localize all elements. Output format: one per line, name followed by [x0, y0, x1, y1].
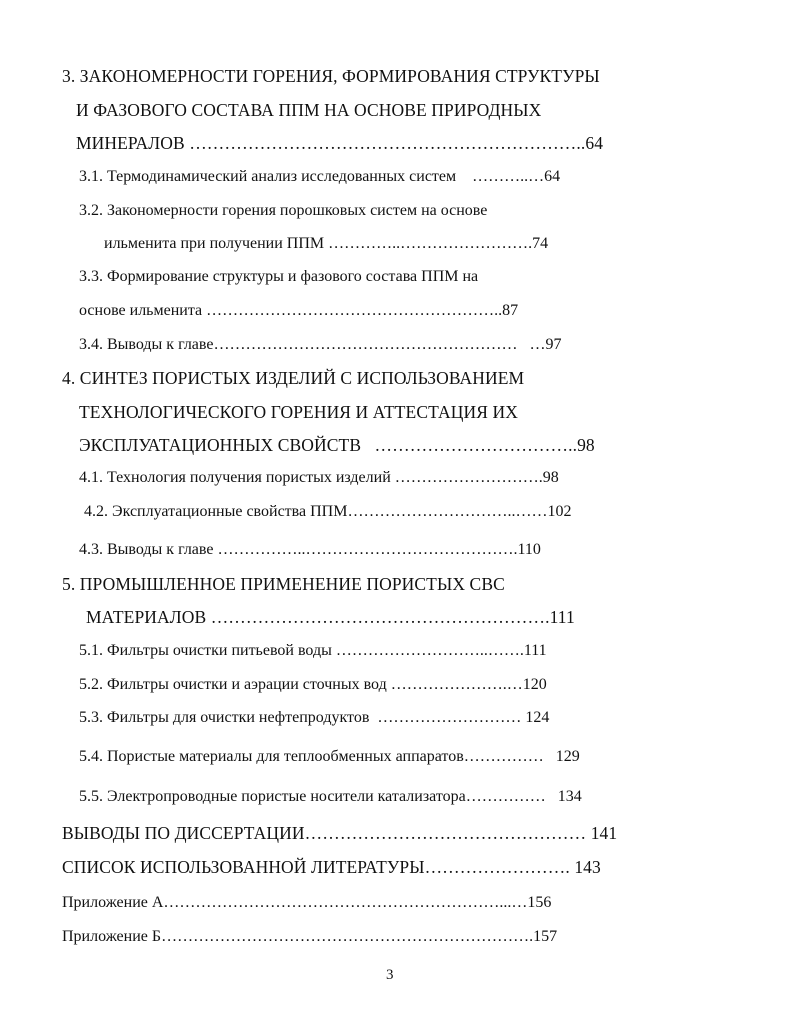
toc-references: СПИСОК ИСПОЛЬЗОВАННОЙ ЛИТЕРАТУРЫ……………………. 143 [62, 857, 601, 877]
toc-section-5-2: 5.2. Фильтры очистки и аэрации сточных вод ………………….…120 [79, 676, 547, 693]
toc-section-3-2-cont: ильменита при получении ППМ …………..…………………….74 [104, 235, 549, 252]
toc-chapter-4-title: 4. СИНТЕЗ ПОРИСТЫХ ИЗДЕЛИЙ С ИСПОЛЬЗОВАНИЕМ [62, 368, 525, 388]
toc-section-4-1: 4.1. Технология получения пористых изделий ……………………….98 [79, 469, 559, 486]
toc-section-5-5: 5.5. Электропроводные пористые носители катализатора…………… 134 [79, 788, 582, 805]
toc-chapter-3-title-cont: И ФАЗОВОГО СОСТАВА ППМ НА ОСНОВЕ ПРИРОДНЫХ [76, 100, 542, 120]
toc-section-3-3-cont: основе ильменита ………………………………………………..87 [79, 302, 519, 319]
toc-chapter-3-title: 3. ЗАКОНОМЕРНОСТИ ГОРЕНИЯ, ФОРМИРОВАНИЯ СТРУКТУРЫ [62, 66, 600, 86]
toc-section-4-2: 4.2. Эксплуатационные свойства ППМ…………………………..……102 [84, 503, 572, 520]
toc-appendix-b: Приложение Б…………………………………………………………….157 [62, 928, 558, 945]
toc-chapter-4-title-cont: ТЕХНОЛОГИЧЕСКОГО ГОРЕНИЯ И АТТЕСТАЦИЯ ИХ [79, 402, 518, 422]
toc-chapter-3-title-end: МИНЕРАЛОВ …………………………………………………………..64 [76, 133, 604, 153]
toc-section-5-4: 5.4. Пористые материалы для теплообменных аппаратов…………… 129 [79, 748, 580, 765]
toc-section-5-3: 5.3. Фильтры для очистки нефтепродуктов ……………………… 124 [79, 709, 550, 726]
toc-section-3-3: 3.3. Формирование структуры и фазового состава ППМ на [79, 268, 479, 285]
toc-chapter-4-title-end: ЭКСПЛУАТАЦИОННЫХ СВОЙСТВ ……………………………..98 [79, 435, 595, 455]
toc-conclusions: ВЫВОДЫ ПО ДИССЕРТАЦИИ………………………………………… 141 [62, 823, 618, 843]
toc-section-3-1: 3.1. Термодинамический анализ исследованных систем ………..…64 [79, 168, 561, 185]
toc-section-4-3: 4.3. Выводы к главе ……………..………………………………….110 [79, 541, 541, 558]
toc-chapter-5-title-cont: МАТЕРИАЛОВ ………………………………………………….111 [86, 607, 575, 627]
toc-section-3-2: 3.2. Закономерности горения порошковых систем на основе [79, 202, 488, 219]
toc-appendix-a: Приложение А………………………………………………………...…156 [62, 894, 552, 911]
toc-chapter-5-title: 5. ПРОМЫШЛЕННОЕ ПРИМЕНЕНИЕ ПОРИСТЫХ СВС [62, 574, 505, 594]
toc-section-5-1: 5.1. Фильтры очистки питьевой воды ………………………..…….111 [79, 642, 547, 659]
toc-section-3-4: 3.4. Выводы к главе………………………………………………… …97 [79, 336, 562, 353]
page-number: 3 [386, 967, 394, 983]
